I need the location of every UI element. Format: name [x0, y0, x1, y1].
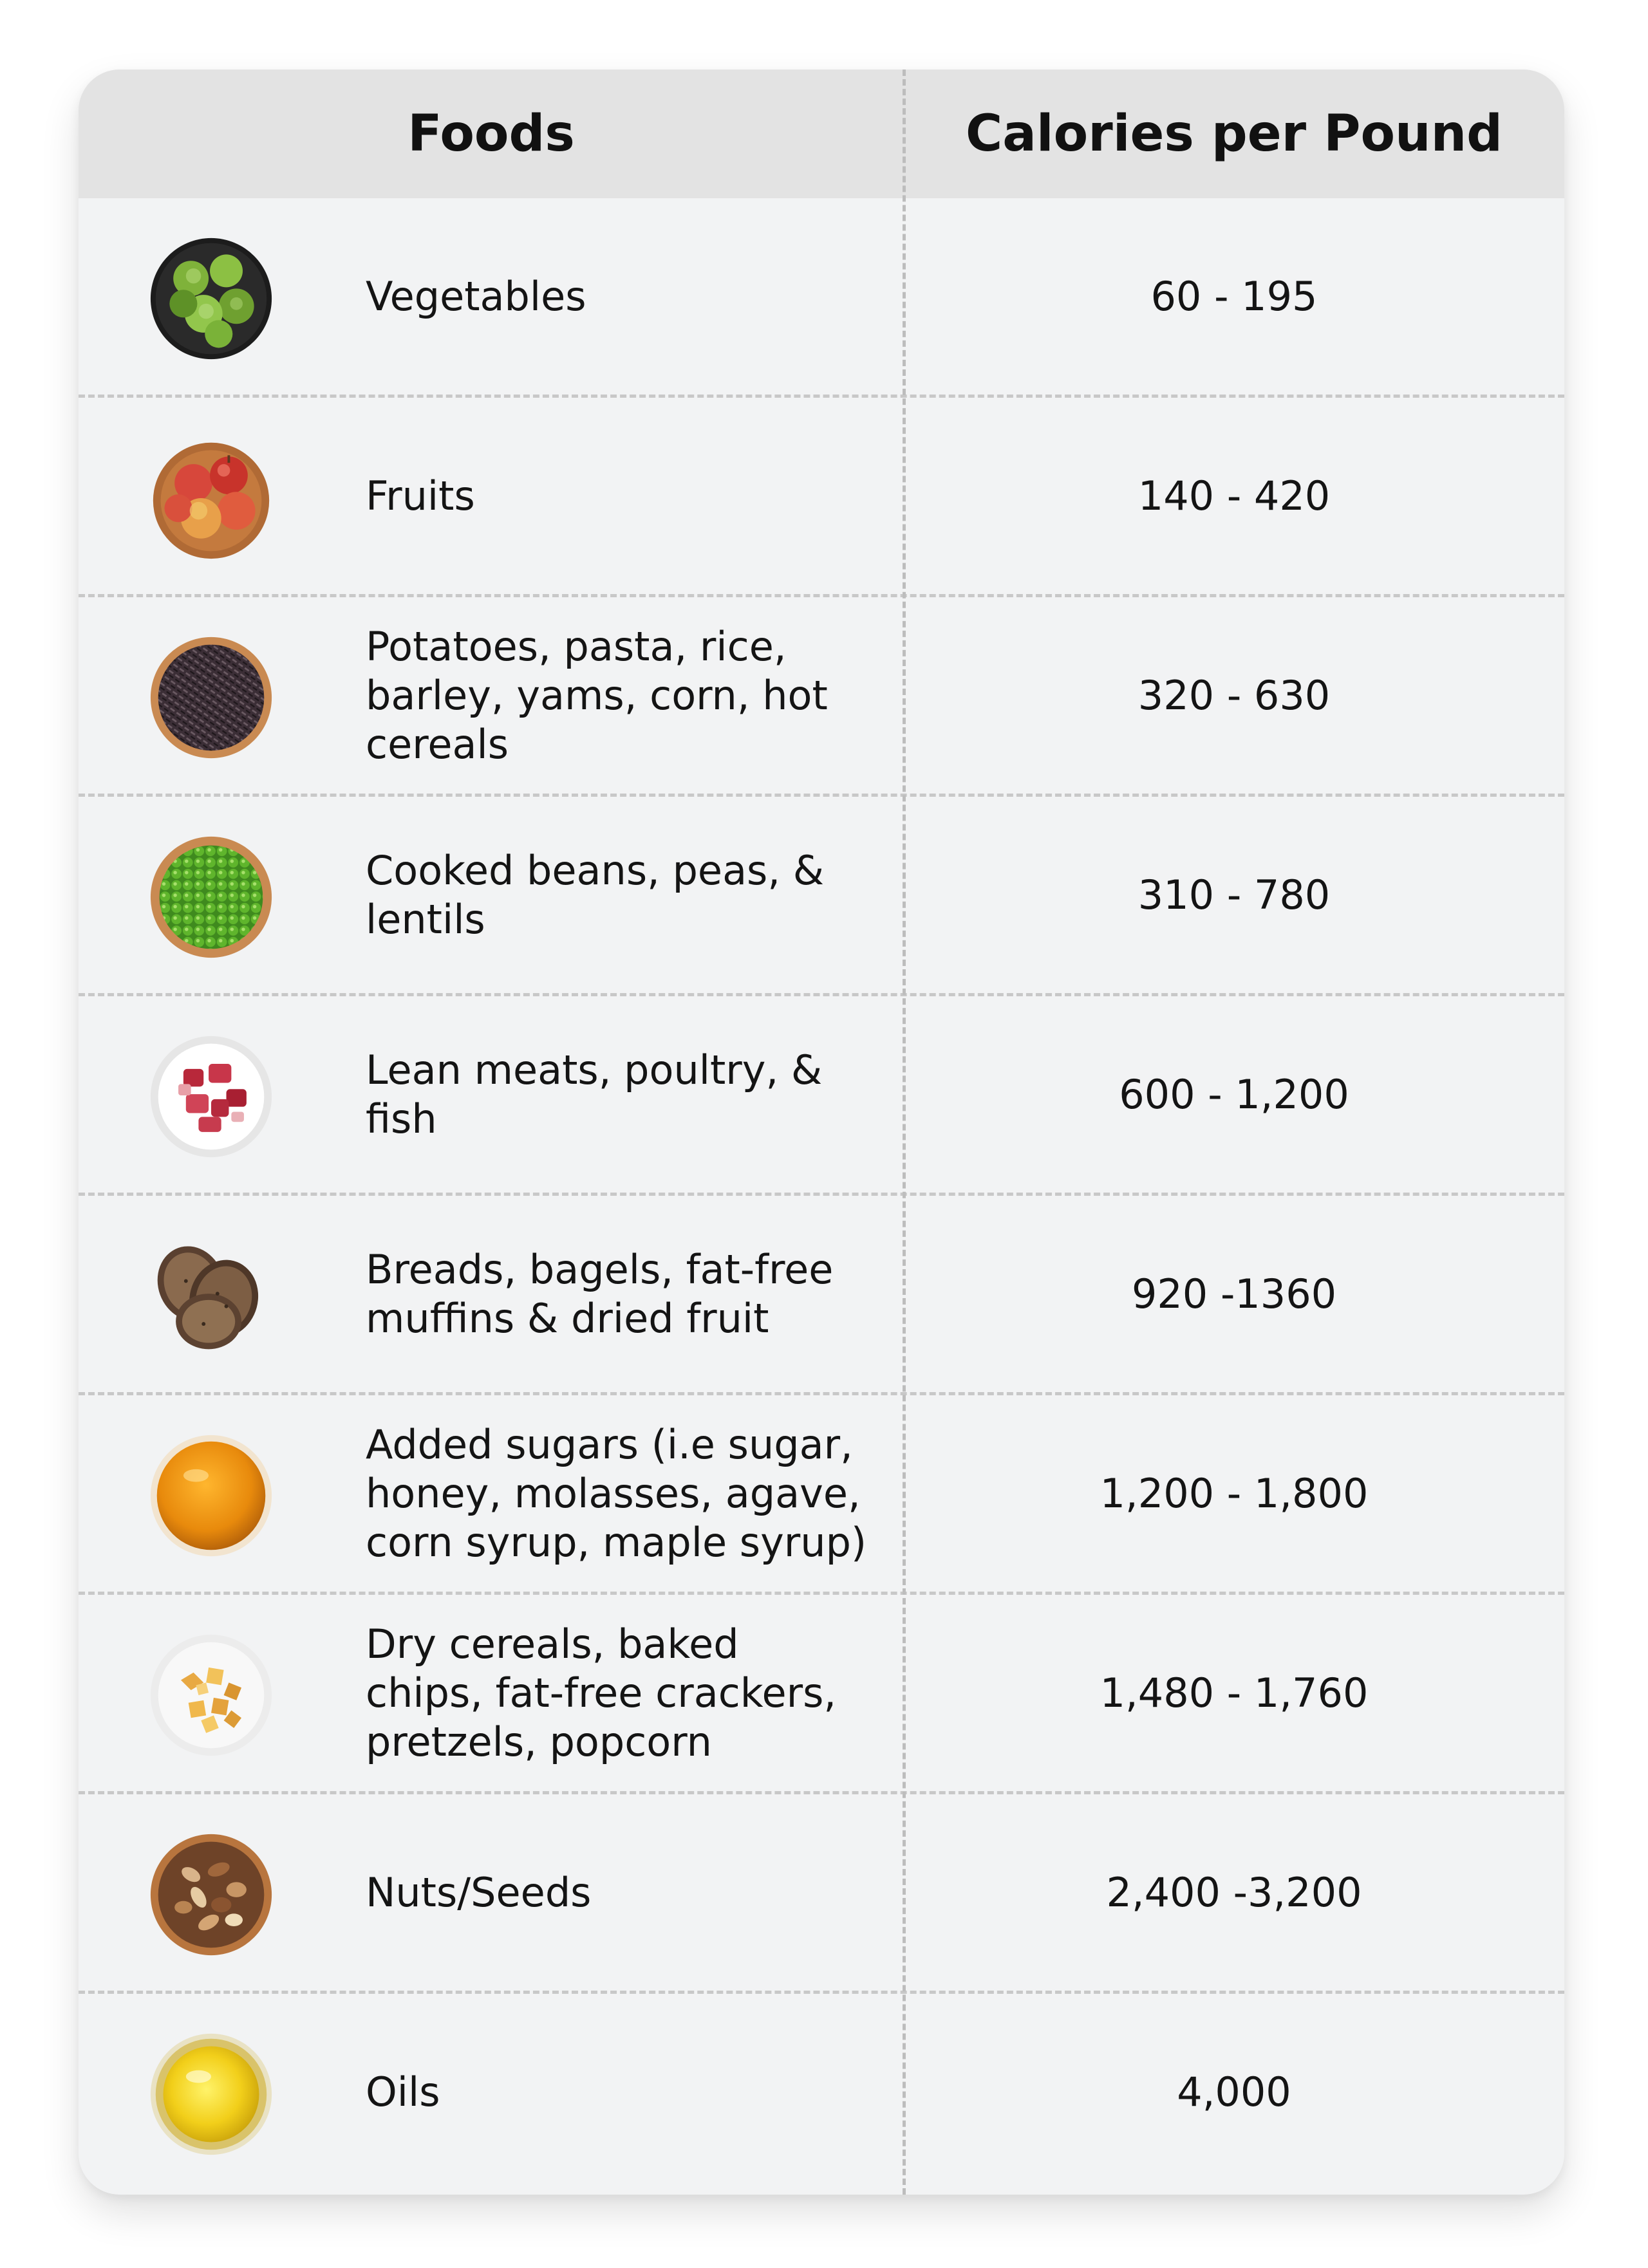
- table-row: [79, 996, 1564, 1196]
- calorie-density-table: [79, 70, 1564, 2195]
- column-divider: [903, 70, 906, 2195]
- wild-rice-bowl-icon: [148, 635, 274, 761]
- food-name: Oils: [366, 2068, 440, 2115]
- table-row: [79, 1395, 1564, 1595]
- food-name: Vegetables: [366, 272, 586, 320]
- calories-value: 2,400 -3,200: [1106, 1869, 1362, 1916]
- table-row: [79, 597, 1564, 797]
- bread-slices-icon: [148, 1233, 274, 1359]
- apples-bowl-icon: [148, 435, 274, 561]
- food-name: Breads, bagels, fat-free muffins & dried fruit: [366, 1245, 834, 1342]
- honey-bowl-icon: [148, 1433, 274, 1559]
- table-row: [79, 797, 1564, 996]
- table-row: [79, 1794, 1564, 1994]
- table-row: [79, 198, 1564, 398]
- table-row: [79, 1595, 1564, 1794]
- table-body: [79, 198, 1564, 2195]
- food-name: Lean meats, poultry, & fish: [366, 1046, 823, 1142]
- oil-bowl-icon: [148, 2031, 274, 2157]
- cornflakes-bowl-icon: [148, 1632, 274, 1758]
- calories-value: 320 - 630: [1138, 672, 1331, 719]
- header-calories-per-pound: Calories per Pound: [966, 105, 1503, 163]
- food-name: Cooked beans, peas, & lentils: [366, 846, 825, 943]
- food-name: Dry cereals, baked chips, fat-free crackers, pretzels, popcorn: [366, 1620, 837, 1765]
- calories-value: 600 - 1,200: [1119, 1071, 1349, 1118]
- table-row: [79, 398, 1564, 597]
- calories-value: 1,480 - 1,760: [1100, 1669, 1369, 1716]
- calories-value: 60 - 195: [1150, 273, 1318, 320]
- header-foods: Foods: [407, 105, 575, 163]
- food-name: Nuts/Seeds: [366, 1868, 592, 1916]
- food-name: Added sugars (i.e sugar, honey, molasses, agave, corn syrup, maple syrup): [366, 1420, 867, 1566]
- calories-value: 1,200 - 1,800: [1100, 1470, 1369, 1517]
- raw-meat-bowl-icon: [148, 1034, 274, 1160]
- calories-value: 920 -1360: [1131, 1270, 1337, 1317]
- calories-value: 310 - 780: [1138, 871, 1331, 918]
- table-header: [79, 70, 1564, 198]
- table-row: [79, 1994, 1564, 2195]
- brussels-sprouts-bowl-icon: [148, 236, 274, 362]
- food-name: Potatoes, pasta, rice, barley, yams, corn, hot cereals: [366, 622, 828, 768]
- calories-value: 4,000: [1177, 2068, 1291, 2115]
- mixed-nuts-bowl-icon: [148, 1832, 274, 1958]
- food-name: Fruits: [366, 472, 475, 519]
- table-row: [79, 1196, 1564, 1395]
- peas-bowl-icon: [148, 834, 274, 960]
- calories-value: 140 - 420: [1138, 472, 1331, 519]
